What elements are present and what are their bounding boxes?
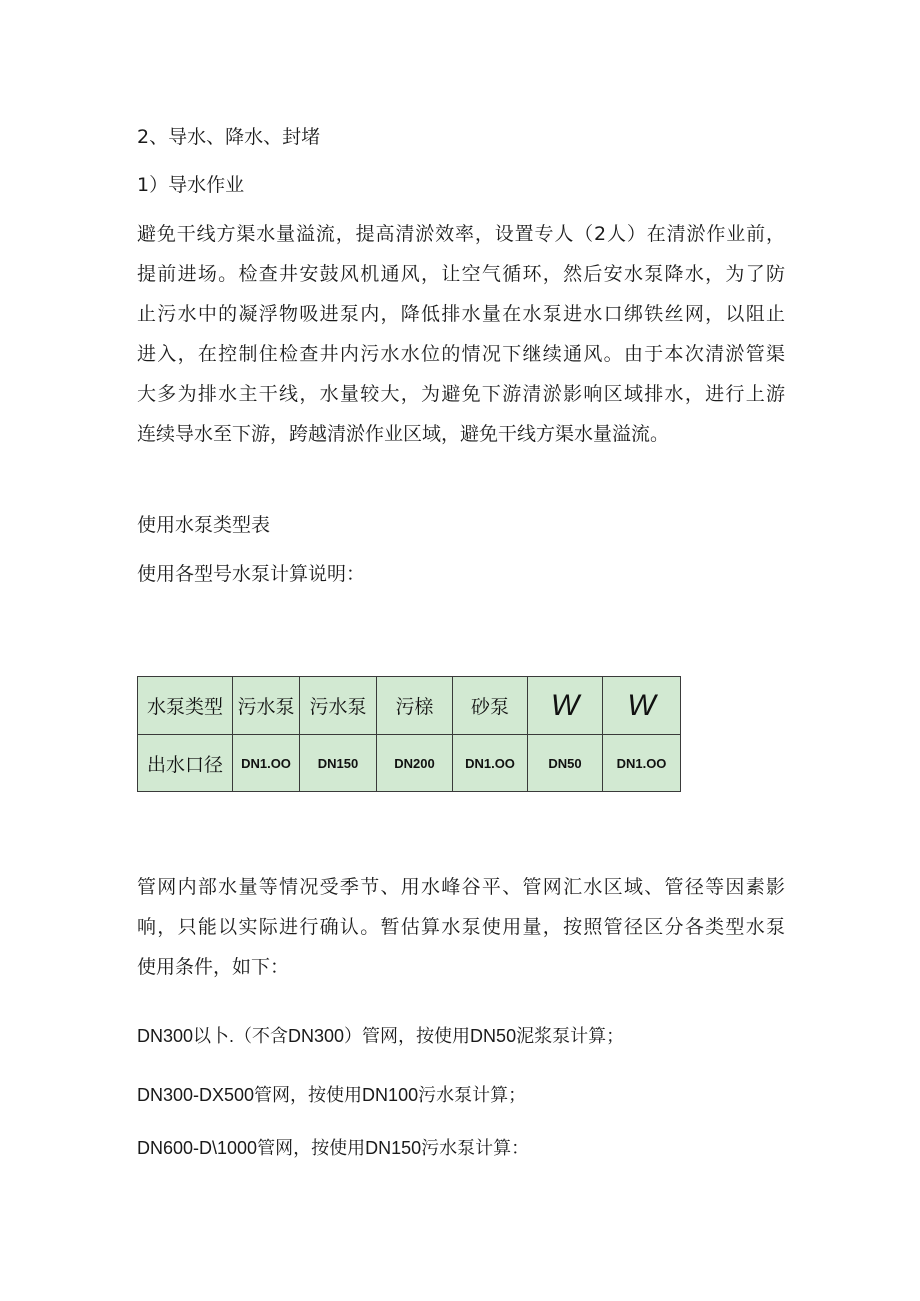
condition-line: DN300以卜.（不含DN300）管网，按使用DN50泥浆泵计算； xyxy=(137,1026,625,1046)
intro-line: 止污水中的凝浮物吸进泵内，降低排水量在水泵进水口绑铁丝网，以阻止 xyxy=(137,303,785,325)
intro-line: 提前进场。检查井安鼓风机通风，让空气循环，然后安水泵降水，为了防 xyxy=(137,263,785,285)
pump-type-cell: W xyxy=(528,677,603,735)
intro-line: 进入，在控制住检查井内污水水位的情况下继续通风。由于本次清淤管渠 xyxy=(137,343,785,365)
note-line: 管网内部水量等情况受季节、用水峰谷平、管网汇水区域、管径等因素影 xyxy=(137,876,785,898)
pump-type-cell: W xyxy=(603,677,681,735)
calc-caption: 使用各型号水泵计算说明： xyxy=(137,563,366,585)
pump-type-cell: 砂泵 xyxy=(453,677,528,735)
table-row xyxy=(138,735,681,792)
condition-line: DN600-D\1000管网，按使用DN150污水泵计算： xyxy=(137,1138,530,1158)
outlet-cell: DN200 xyxy=(377,735,453,792)
pump-type-cell: 污榇 xyxy=(377,677,453,735)
condition-line: DN300-DX500管网，按使用DN100污水泵计算； xyxy=(137,1085,527,1105)
pump-type-label: 水泵类型 xyxy=(138,677,233,735)
table-caption: 使用水泵类型表 xyxy=(137,514,271,536)
note-line: 响，只能以实际进行确认。暂估算水泵使用量，按照管径区分各类型水泵 xyxy=(137,916,785,938)
note-paragraph xyxy=(137,867,785,987)
table-row xyxy=(138,677,681,735)
outlet-cell: DN50 xyxy=(528,735,603,792)
sub-heading: 1）导水作业 xyxy=(137,174,245,196)
section-heading: 2、导水、降水、封堵 xyxy=(137,126,321,148)
pump-type-table xyxy=(137,676,681,792)
outlet-cell: DN1.OO xyxy=(603,735,681,792)
pump-type-cell: 污水泵 xyxy=(233,677,300,735)
outlet-cell: DN150 xyxy=(300,735,377,792)
outlet-cell: DN1.OO xyxy=(233,735,300,792)
intro-line: 大多为排水主干线，水量较大，为避免下游清淤影响区域排水，进行上游 xyxy=(137,383,785,405)
intro-line: 连续导水至下游，跨越清淤作业区域，避免干线方渠水量溢流。 xyxy=(137,423,670,445)
intro-line: 避免干线方渠水量溢流，提高清淤效率，设置专人（2人）在清淤作业前， xyxy=(137,223,785,245)
outlet-cell: DN1.OO xyxy=(453,735,528,792)
outlet-label: 出水口径 xyxy=(138,735,233,792)
pump-type-cell: 污水泵 xyxy=(300,677,377,735)
intro-paragraph xyxy=(137,214,785,454)
note-line: 使用条件，如下： xyxy=(137,956,290,978)
